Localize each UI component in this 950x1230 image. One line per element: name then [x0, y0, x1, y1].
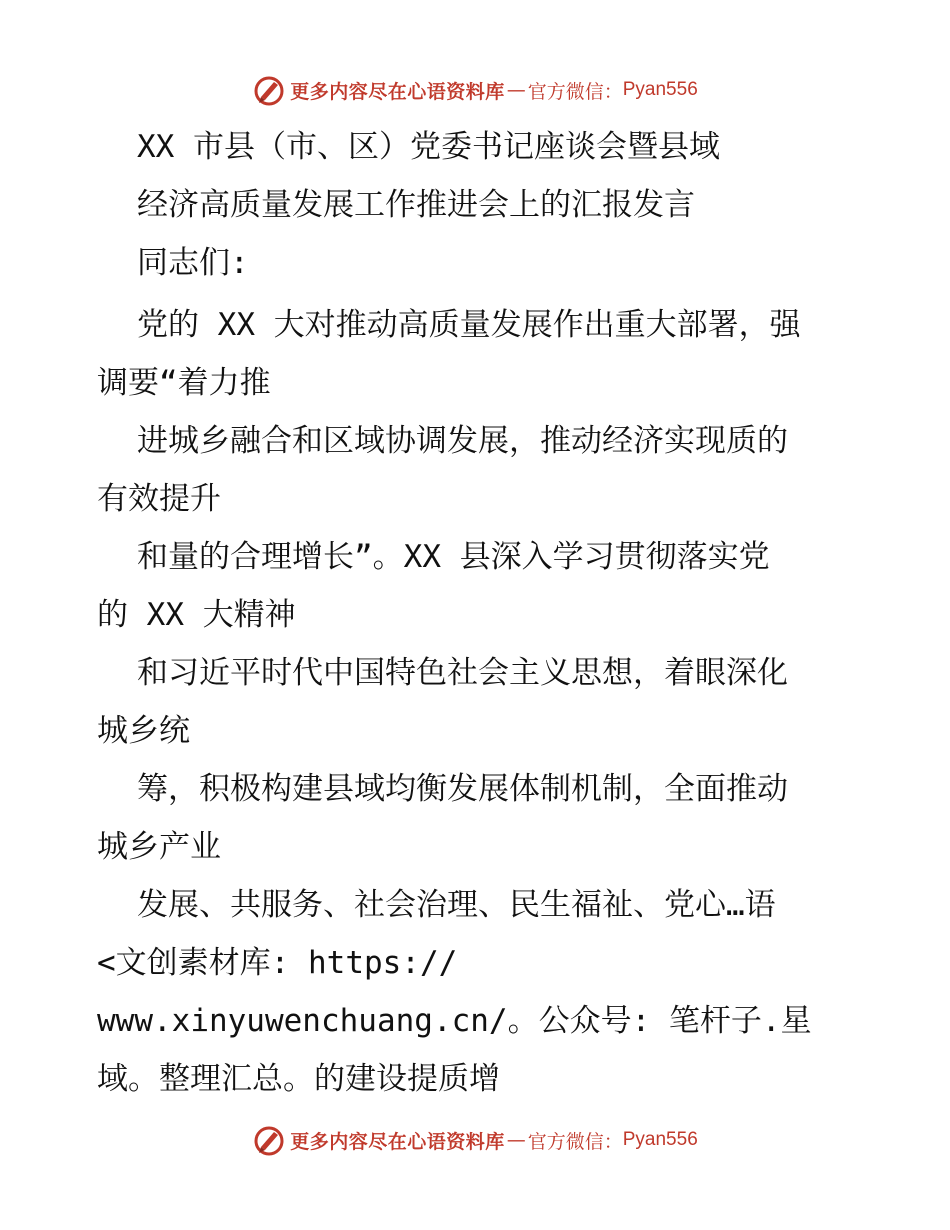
body-line: 进城乡融合和区域协调发展，推动经济实现质的: [137, 423, 788, 459]
body-line: <文创素材库: https://: [97, 945, 458, 981]
body-line: 有效提升: [97, 481, 221, 517]
body-line: 的 XX 大精神: [97, 597, 296, 633]
header-watermark-banner: [0, 70, 950, 110]
title-line-1: XX 市县（市、区）党委书记座谈会暨县域: [137, 129, 720, 165]
footer-watermark-banner: [0, 1120, 950, 1160]
body-line: 筹，积极构建县域均衡发展体制机制，全面推动: [137, 771, 788, 807]
title-line-2: 经济高质量发展工作推进会上的汇报发言: [137, 187, 695, 223]
pen-logo-icon: [252, 1123, 286, 1157]
body-line: 和量的合理增长”。XX 县深入学习贯彻落实党: [137, 539, 770, 575]
body-line: www.xinyuwenchuang.cn/。公众号: 笔杆子.星: [97, 1003, 812, 1039]
salutation: 同志们:: [137, 245, 249, 281]
banner-wechat-id: Pyan556: [622, 1129, 698, 1150]
body-line: 域。整理汇总。的建设提质增: [97, 1061, 500, 1097]
banner-wechat-label: 官方微信：: [527, 1130, 623, 1153]
body-line: 调要“着力推: [97, 365, 271, 401]
body-line: 城乡统: [97, 713, 190, 749]
banner-slogan: 更多内容尽在心语资料库: [290, 80, 505, 103]
banner-wechat-id: Pyan556: [622, 79, 698, 100]
banner-separator: —: [506, 79, 526, 101]
banner-separator: —: [506, 1129, 526, 1151]
body-line: 党的 XX 大对推动高质量发展作出重大部署，强: [137, 307, 801, 343]
banner-wechat-label: 官方微信：: [527, 80, 623, 103]
body-line: 城乡产业: [97, 829, 221, 865]
banner-slogan: 更多内容尽在心语资料库: [290, 1130, 505, 1153]
body-line: 发展、共服务、社会治理、民生福祉、党心…语: [137, 887, 776, 923]
pen-logo-icon: [252, 73, 286, 107]
body-line: 和习近平时代中国特色社会主义思想，着眼深化: [137, 655, 788, 691]
